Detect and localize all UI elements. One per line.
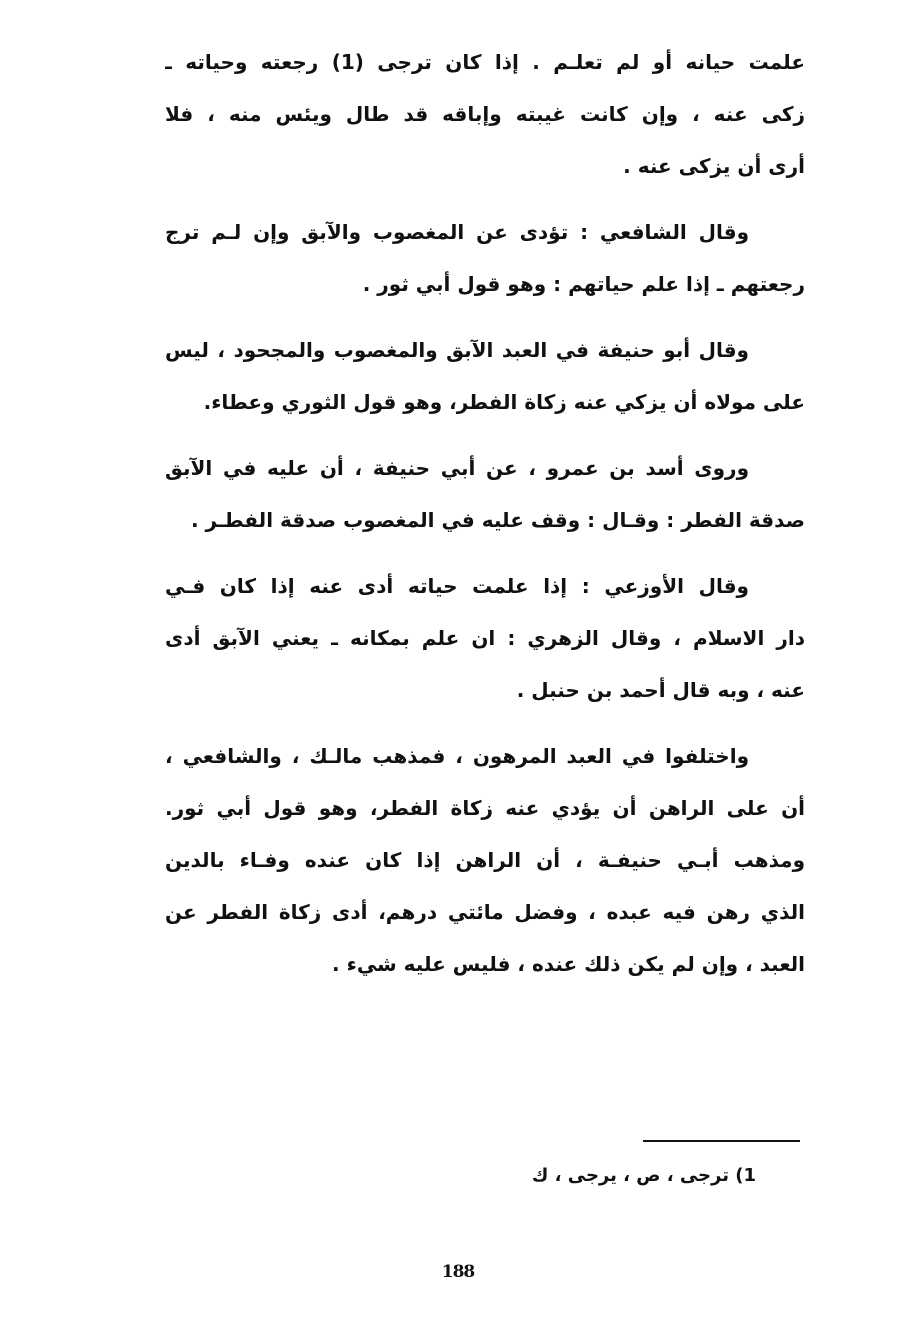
- text-line: زكى عنه ، وإن كانت غيبته وإباقه قد طال ويئس منه ، فلا: [165, 102, 805, 126]
- page-number: 188: [441, 1262, 475, 1282]
- footnote: 1) ترجى ، ص ، يرجى ، ك: [531, 1165, 756, 1186]
- text-line: وقال الأوزعي : إذا علمت حياته أدى عنه إذا كان فـي: [165, 574, 749, 598]
- text-line: على مولاه أن يزكي عنه زكاة الفطر، وهو قول الثوري وعطاء.: [203, 390, 805, 414]
- paragraph-2: [165, 206, 805, 310]
- paragraph-4: [165, 442, 805, 546]
- text-line: صدقة الفطر : وقـال : وقف عليه في المغصوب صدقة الفطـر .: [190, 508, 805, 532]
- text-line: العبد ، وإن لم يكن ذلك عنده ، فليس عليه شيء .: [332, 952, 805, 976]
- text-line: وروى أسد بن عمرو ، عن أبي حنيفة ، أن عليه في الآبق: [165, 456, 749, 480]
- text-line: وقال الشافعي : تؤدى عن المغصوب والآبق وإن لـم ترج: [165, 220, 749, 244]
- text-line: ومذهب أبـي حنيفـة ، أن الراهن إذا كان عنده وفـاء بالدين: [165, 848, 805, 872]
- text-line: علمت حيانه أو لم تعلـم . إذا كان ترجى (1) رجعته وحياته ـ: [165, 50, 805, 74]
- paragraph-6: [165, 730, 805, 990]
- text-line: أن على الراهن أن يؤدي عنه زكاة الفطر، وهو قول أبي ثور.: [165, 796, 805, 820]
- paragraph-1: [165, 36, 805, 192]
- text-line: عنه ، وبه قال أحمد بن حنبل .: [516, 678, 805, 702]
- footnote-divider: [643, 1140, 800, 1142]
- paragraph-5: [165, 560, 805, 716]
- text-line: دار الاسلام ، وقال الزهري : ان علم بمكانه ـ يعني الآبق أدى: [165, 626, 805, 650]
- paragraph-3: [165, 324, 805, 428]
- text-line: أرى أن يزكى عنه .: [623, 154, 805, 178]
- text-line: واختلفوا في العبد المرهون ، فمذهب مالـك ، والشافعي ،: [165, 744, 749, 768]
- text-line: وقال أبو حنيفة في العبد الآبق والمغصوب والمجحود ، ليس: [165, 338, 749, 362]
- text-line: الذي رهن فيه عبده ، وفضل مائتي درهم، أدى زكاة الفطر عن: [165, 900, 805, 924]
- main-text: [165, 36, 805, 990]
- text-line: رجعتهم ـ إذا علم حياتهم : وهو قول أبي ثور .: [362, 272, 805, 296]
